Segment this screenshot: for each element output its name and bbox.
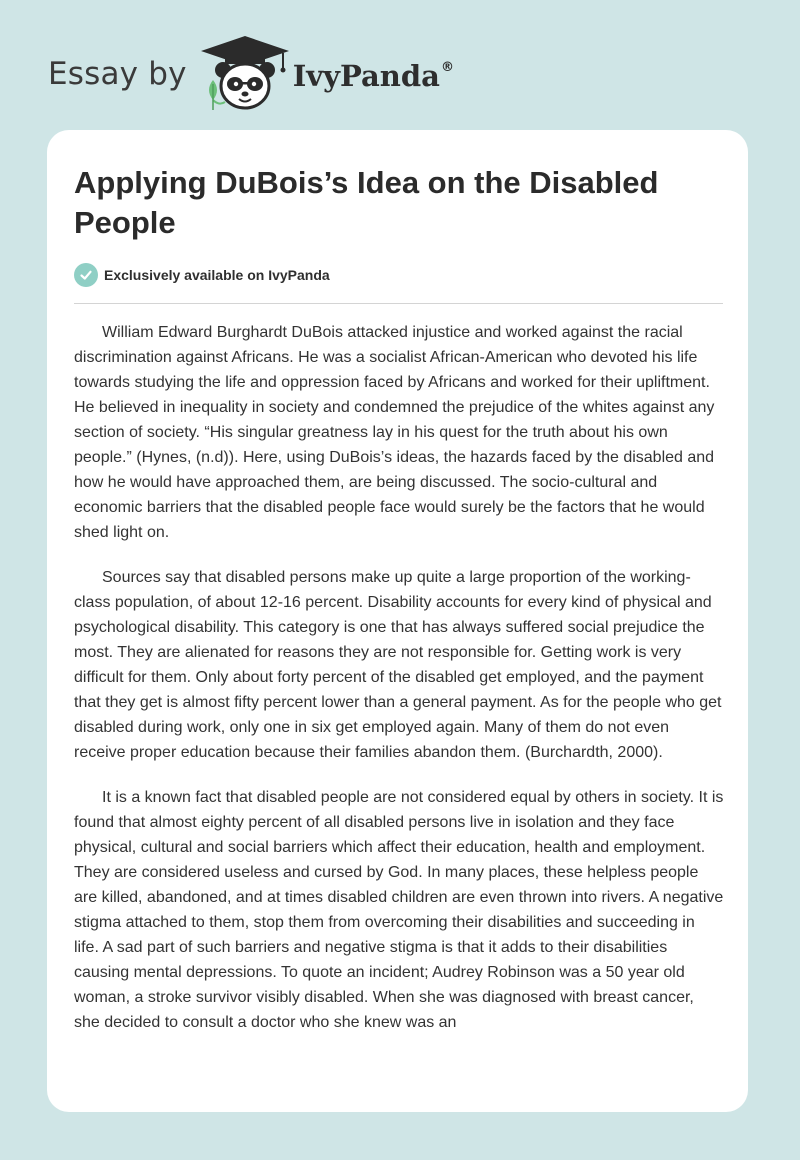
check-circle-icon xyxy=(74,263,98,287)
exclusive-label: Exclusively available on IvyPanda xyxy=(104,267,330,283)
essay-title: Applying DuBois’s Idea on the Disabled People xyxy=(74,165,659,240)
paragraph: Sources say that disabled persons make up quite a large proportion of the working-class population, of about 12-16 percent. Disability accounts for every kind of physical and psychological disability. This category is one that has always suffered social prejudice the most. They are alienated for reasons they are not responsible for. Getting work is very difficult for them. Only about forty percent of the disabled get employed, and the payment that they get is almost fifty percent lower than a general payment. As for the people who get disabled during work, only one in six get employed again. Many of them do not even receive proper education because their families abandon them. (Burchardth, 2000). xyxy=(74,569,722,761)
ivypanda-wordmark xyxy=(293,59,454,93)
panda-graduate-logo-icon xyxy=(199,34,291,114)
essay-by-label: Essay by xyxy=(48,56,187,92)
brand-header xyxy=(48,34,454,114)
essay-card xyxy=(47,130,748,1112)
registered-mark: ® xyxy=(440,60,454,76)
ivypanda-wordmark-text: IvyPanda xyxy=(292,59,440,93)
paragraph: It is a known fact that disabled people are not considered equal by others in society. It is found that almost eighty percent of all disabled persons live in isolation and they face physical, cultural and social barriers which affect their education, health and employment. They are considered useless and cursed by God. In many places, these helpless people are killed, abandoned, and at times disabled children are even thrown into rivers. A negative stigma attached to them, stop them from overcoming their disabilities and succeeding in life. A sad part of such barriers and negative stigma is that it adds to their disabilities causing mental depressions. To quote an incident; Audrey Robinson was a 50 year old woman, a stroke survivor visibly disabled. When she was diagnosed with breast cancer, she decided to consult a doctor who she knew was an xyxy=(74,789,724,1031)
essay-body xyxy=(74,320,724,1055)
exclusive-badge xyxy=(74,263,330,287)
paragraph: William Edward Burghardt DuBois attacked injustice and worked against the racial discrimination against Africans. He was a socialist African-American who devoted his life towards studying the life and oppression faced by Africans and worked for their upliftment. He believed in inequality in society and condemned the prejudice of the whites against any section of society. “His singular greatness lay in his quest for the truth about his own people.” (Hynes, (n.d)). Here, using DuBois’s ideas, the hazards faced by the disabled and how he would have approached them, are being discussed. The socio-cultural and economic barriers that the disabled people face would surely be the factors that he would shed light on. xyxy=(74,324,715,541)
divider xyxy=(74,303,723,304)
